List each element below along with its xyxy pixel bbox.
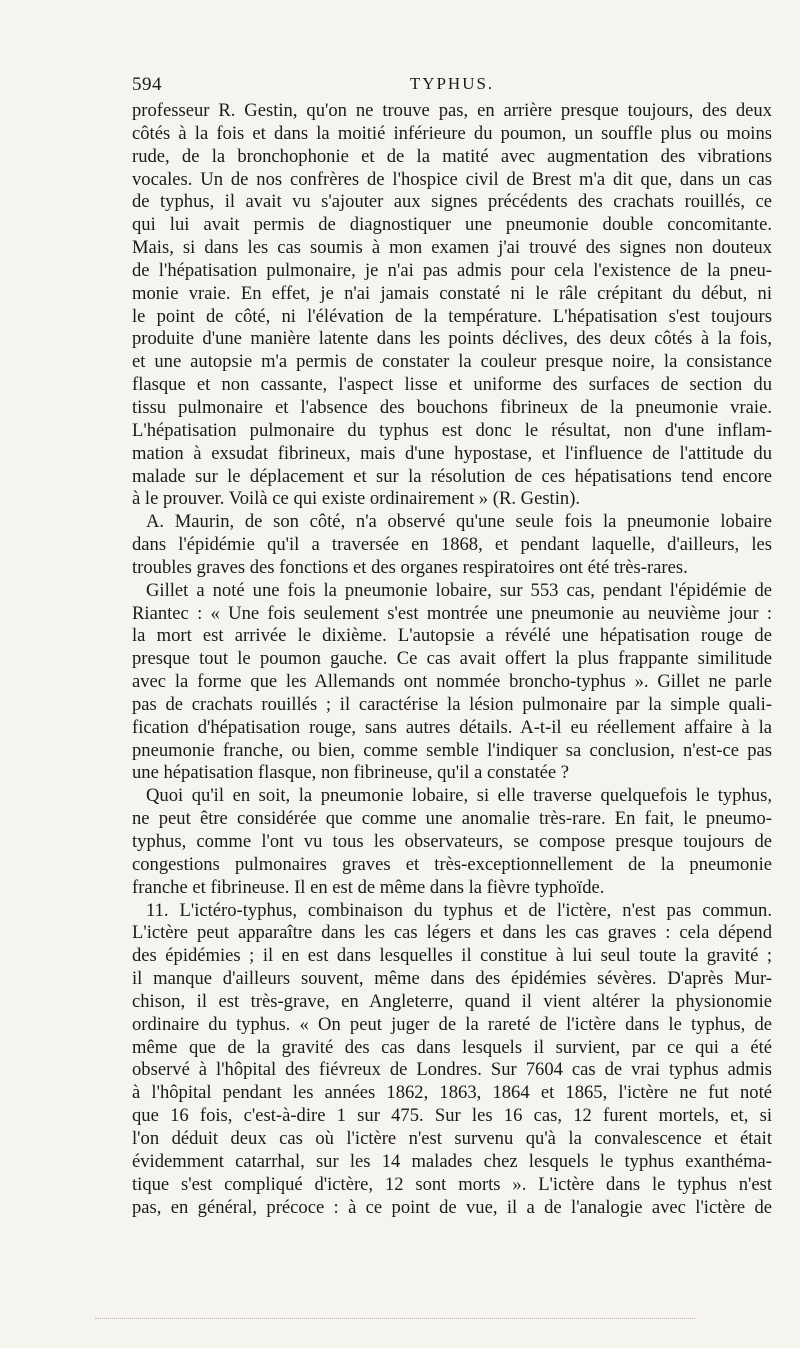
text-line: L'hépatisation pulmonaire du typhus est donc le résultat, non d'une inflam- xyxy=(132,419,772,441)
bottom-dotted-rule xyxy=(95,1318,695,1319)
text-line: de typhus, il avait vu s'ajouter aux signes précédents des crachats rouillés, ce xyxy=(132,191,772,213)
text-line: qui lui avait permis de diagnostiquer une pneumonie double concomitante. xyxy=(132,214,772,236)
text-line: tissu pulmonaire et l'absence des bouchons fibrineux de la pneumonie vraie. xyxy=(132,396,772,418)
text-line: dans l'épidémie qu'il a traversée en 1868, et pendant laquelle, d'ailleurs, les xyxy=(132,534,772,556)
text-line: de l'hépatisation pulmonaire, je n'ai pas admis pour cela l'existence de la pneu- xyxy=(132,259,772,281)
text-line: ne peut être considérée que comme une anomalie très-rare. En fait, le pneumo- xyxy=(132,808,772,830)
text-line: la mort est arrivée le dixième. L'autopsie a révélé une hépatisation rouge de xyxy=(132,625,772,647)
text-line: Gillet a noté une fois la pneumonie lobaire, sur 553 cas, pendant l'épidémie de xyxy=(146,579,772,601)
text-line: chison, il est très-grave, en Angleterre, quand il vient altérer la physionomie xyxy=(132,990,772,1012)
text-line: observé à l'hôpital des fiévreux de Londres. Sur 7604 cas de vrai typhus admis xyxy=(132,1059,772,1081)
text-line: malade sur le déplacement et sur la résolution de ces hépatisations tend encore xyxy=(132,465,772,487)
text-line: pas de crachats rouillés ; il caractérise la lésion pulmonaire par la simple quali- xyxy=(132,693,772,715)
text-line: avec la forme que les Allemands ont nommée broncho-typhus ». Gillet ne parle xyxy=(132,671,772,693)
text-line: des épidémies ; il en est dans lesquelles il constitue à lui seul toute la gravité ; xyxy=(132,945,772,967)
text-line: produite d'une manière latente dans les points déclives, des deux côtés à la fois, xyxy=(132,328,772,350)
text-line: et une autopsie m'a permis de constater la couleur presque noire, la consistance xyxy=(132,351,772,373)
text-line: côtés à la fois et dans la moitié inférieure du poumon, un souffle plus ou moins xyxy=(132,122,772,144)
text-line: typhus, comme l'ont vu tous les observateurs, se compose presque toujours de xyxy=(132,831,772,852)
text-line: A. Maurin, de son côté, n'a observé qu'une seule fois la pneumonie lobaire xyxy=(146,511,772,533)
text-line: même que de la gravité des cas dans lesquels il survient, par ce qui a été xyxy=(132,1036,772,1058)
text-line: rude, de la bronchophonie et de la matité avec augmentation des vibrations xyxy=(132,145,772,167)
text-line: franche et fibrineuse. Il en est de même dans la fièvre typhoïde. xyxy=(132,876,605,898)
text-line: Riantec : « Une fois seulement s'est montrée une pneumonie au neuvième jour : xyxy=(132,602,772,624)
running-title: TYPHUS. xyxy=(409,74,495,93)
text-line: à l'hôpital pendant les années 1862, 1863, 1864 et 1865, l'ictère ne fut noté xyxy=(132,1082,772,1104)
text-line: le point de côté, ni l'élévation de la température. L'hépatisation s'est toujours xyxy=(132,305,772,327)
text-line: Quoi qu'il en soit, la pneumonie lobaire, si elle traverse quelquefois le typhus, xyxy=(146,785,772,807)
text-line: ordinaire du typhus. « On peut juger de la rareté de l'ictère dans le typhus, de xyxy=(132,1013,772,1035)
text-line: fication d'hépatisation rouge, sans autres détails. A-t-il eu réellement affaire à la xyxy=(132,716,772,738)
text-line: tique s'est compliqué d'ictère, 12 sont morts ». L'ictère dans le typhus n'est xyxy=(132,1173,772,1195)
text-line: presque tout le poumon gauche. Ce cas avait offert la plus frappante similitude xyxy=(132,648,772,670)
text-line: à le prouver. Voilà ce qui existe ordinairement » (R. Gestin). xyxy=(132,488,581,510)
text-line: 11. L'ictéro-typhus, combinaison du typhus et de l'ictère, n'est pas commun. xyxy=(146,899,772,921)
page-number: 594 xyxy=(132,74,162,95)
text-line: mation à exsudat fibrineux, mais d'une hypostase, et l'influence de l'attitude du xyxy=(132,442,772,464)
text-line: l'on déduit deux cas où l'ictère n'est survenu qu'à la convalescence et était xyxy=(132,1127,772,1149)
text-line: professeur R. Gestin, qu'on ne trouve pas, en arrière presque toujours, des deux xyxy=(132,100,772,121)
text-line: vocales. Un de nos confrères de l'hospice civil de Brest m'a dit que, dans un cas xyxy=(132,168,772,190)
text-line: Mais, si dans les cas soumis à mon examen j'ai trouvé des signes non douteux xyxy=(132,237,772,259)
text-line: évidemment catarrhal, sur les 14 malades chez lesquels le typhus exanthéma- xyxy=(132,1150,772,1172)
text-line: monie vraie. En effet, je n'ai jamais constaté ni le râle crépitant du début, ni xyxy=(132,282,772,304)
text-line: que 16 fois, c'est-à-dire 1 sur 475. Sur les 16 cas, 12 furent mortels, et, si xyxy=(132,1105,772,1127)
text-line: il manque d'ailleurs souvent, même dans des épidémies sévères. D'après Mur- xyxy=(132,968,772,990)
text-line: pneumonie franche, ou bien, comme semble l'indiquer sa conclusion, n'est-ce pas xyxy=(132,739,772,761)
text-line: congestions pulmonaires graves et très-exceptionnellement de la pneumonie xyxy=(132,853,772,875)
text-line: une hépatisation flasque, non fibrineuse, qu'il a constatée ? xyxy=(132,762,570,784)
text-line: flasque et non cassante, l'aspect lisse et uniforme des surfaces de section du xyxy=(132,374,772,396)
body-text xyxy=(132,100,772,1219)
text-line: L'ictère peut apparaître dans les cas légers et dans les cas graves : cela dépend xyxy=(132,922,772,944)
text-line: pas, en général, précoce : à ce point de vue, il a de l'analogie avec l'ictère de xyxy=(132,1196,772,1218)
text-line: troubles graves des fonctions et des organes respiratoires ont été très-rares. xyxy=(132,556,688,578)
page-header xyxy=(132,74,772,98)
